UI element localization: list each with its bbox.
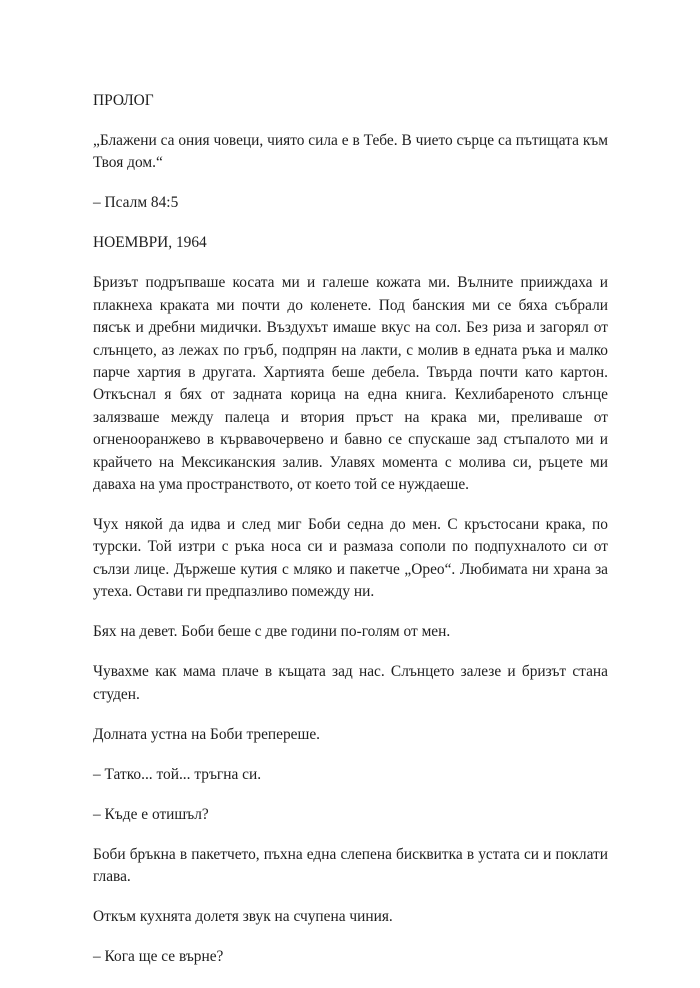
epigraph-source: – Псалм 84:5 [93,194,179,212]
document-body [93,90,608,969]
dialogue-line: – Кога ще се върне? [93,948,224,966]
chapter-heading: ПРОЛОГ [93,92,154,109]
paragraph: Чувахме как мама плаче в къщата зад нас. Слънцето залезе и бризът стана студен. [93,663,608,703]
paragraph: Откъм кухнята долетя звук на счупена чиния. [93,908,393,926]
paragraph: Чух някой да идва и след миг Боби седна до мен. С кръстосани крака, по турски. Той изтри с ръка носа си и размаза сополи по подпухналото си от сълзи лице. Държеше кутия с мляко и пакетче „Орео“. Любимата ни храна за утеха. Остави ги предпазливо помежду ни. [93,516,608,601]
epigraph: „Блажени са ония човеци, чиято сила е в Тебе. В чието сърце са пътищата към Твоя дом.“ [93,132,608,172]
date-heading: НОЕМВРИ, 1964 [93,234,207,252]
dialogue-line: – Къде е отишъл? [93,805,209,823]
dialogue-line: – Татко... той... тръгна си. [93,765,262,783]
paragraph: Долната устна на Боби трепереше. [93,725,321,743]
paragraph: Боби бръкна в пакетчето, пъхна една слепена бисквитка в устата си и поклати глава. [93,845,608,886]
paragraph: Бризът подръпваше косата ми и галеше кожата ми. Вълните прииждаха и плакнеха краката ми почти до коленете. Под банския ми се бяха събрали пясък и дребни мидички. Въздухът имаше вкус на сол. Без риза и загорял от слънцето, аз лежах по гръб, подпрян на лакти, с молив в едната ръка и малко парче хартия в другата. Хартията беше дебела. Твърда почти като картон. Откъснал я бях от задната корица на една книга. Кехлибареното слънце залязваше между палеца и втория пръст на крака ми, преливаше от огненооранжево в кървавочервено и бавно се спускаше зад стъпалото ми и крайчето на Мексиканския залив. Улавях момента с молива си, ръцете ми даваха на ума пространството, от което той се нуждаеше. [93,274,608,494]
paragraph: Бях на девет. Боби беше с две години по-голям от мен. [93,623,451,641]
